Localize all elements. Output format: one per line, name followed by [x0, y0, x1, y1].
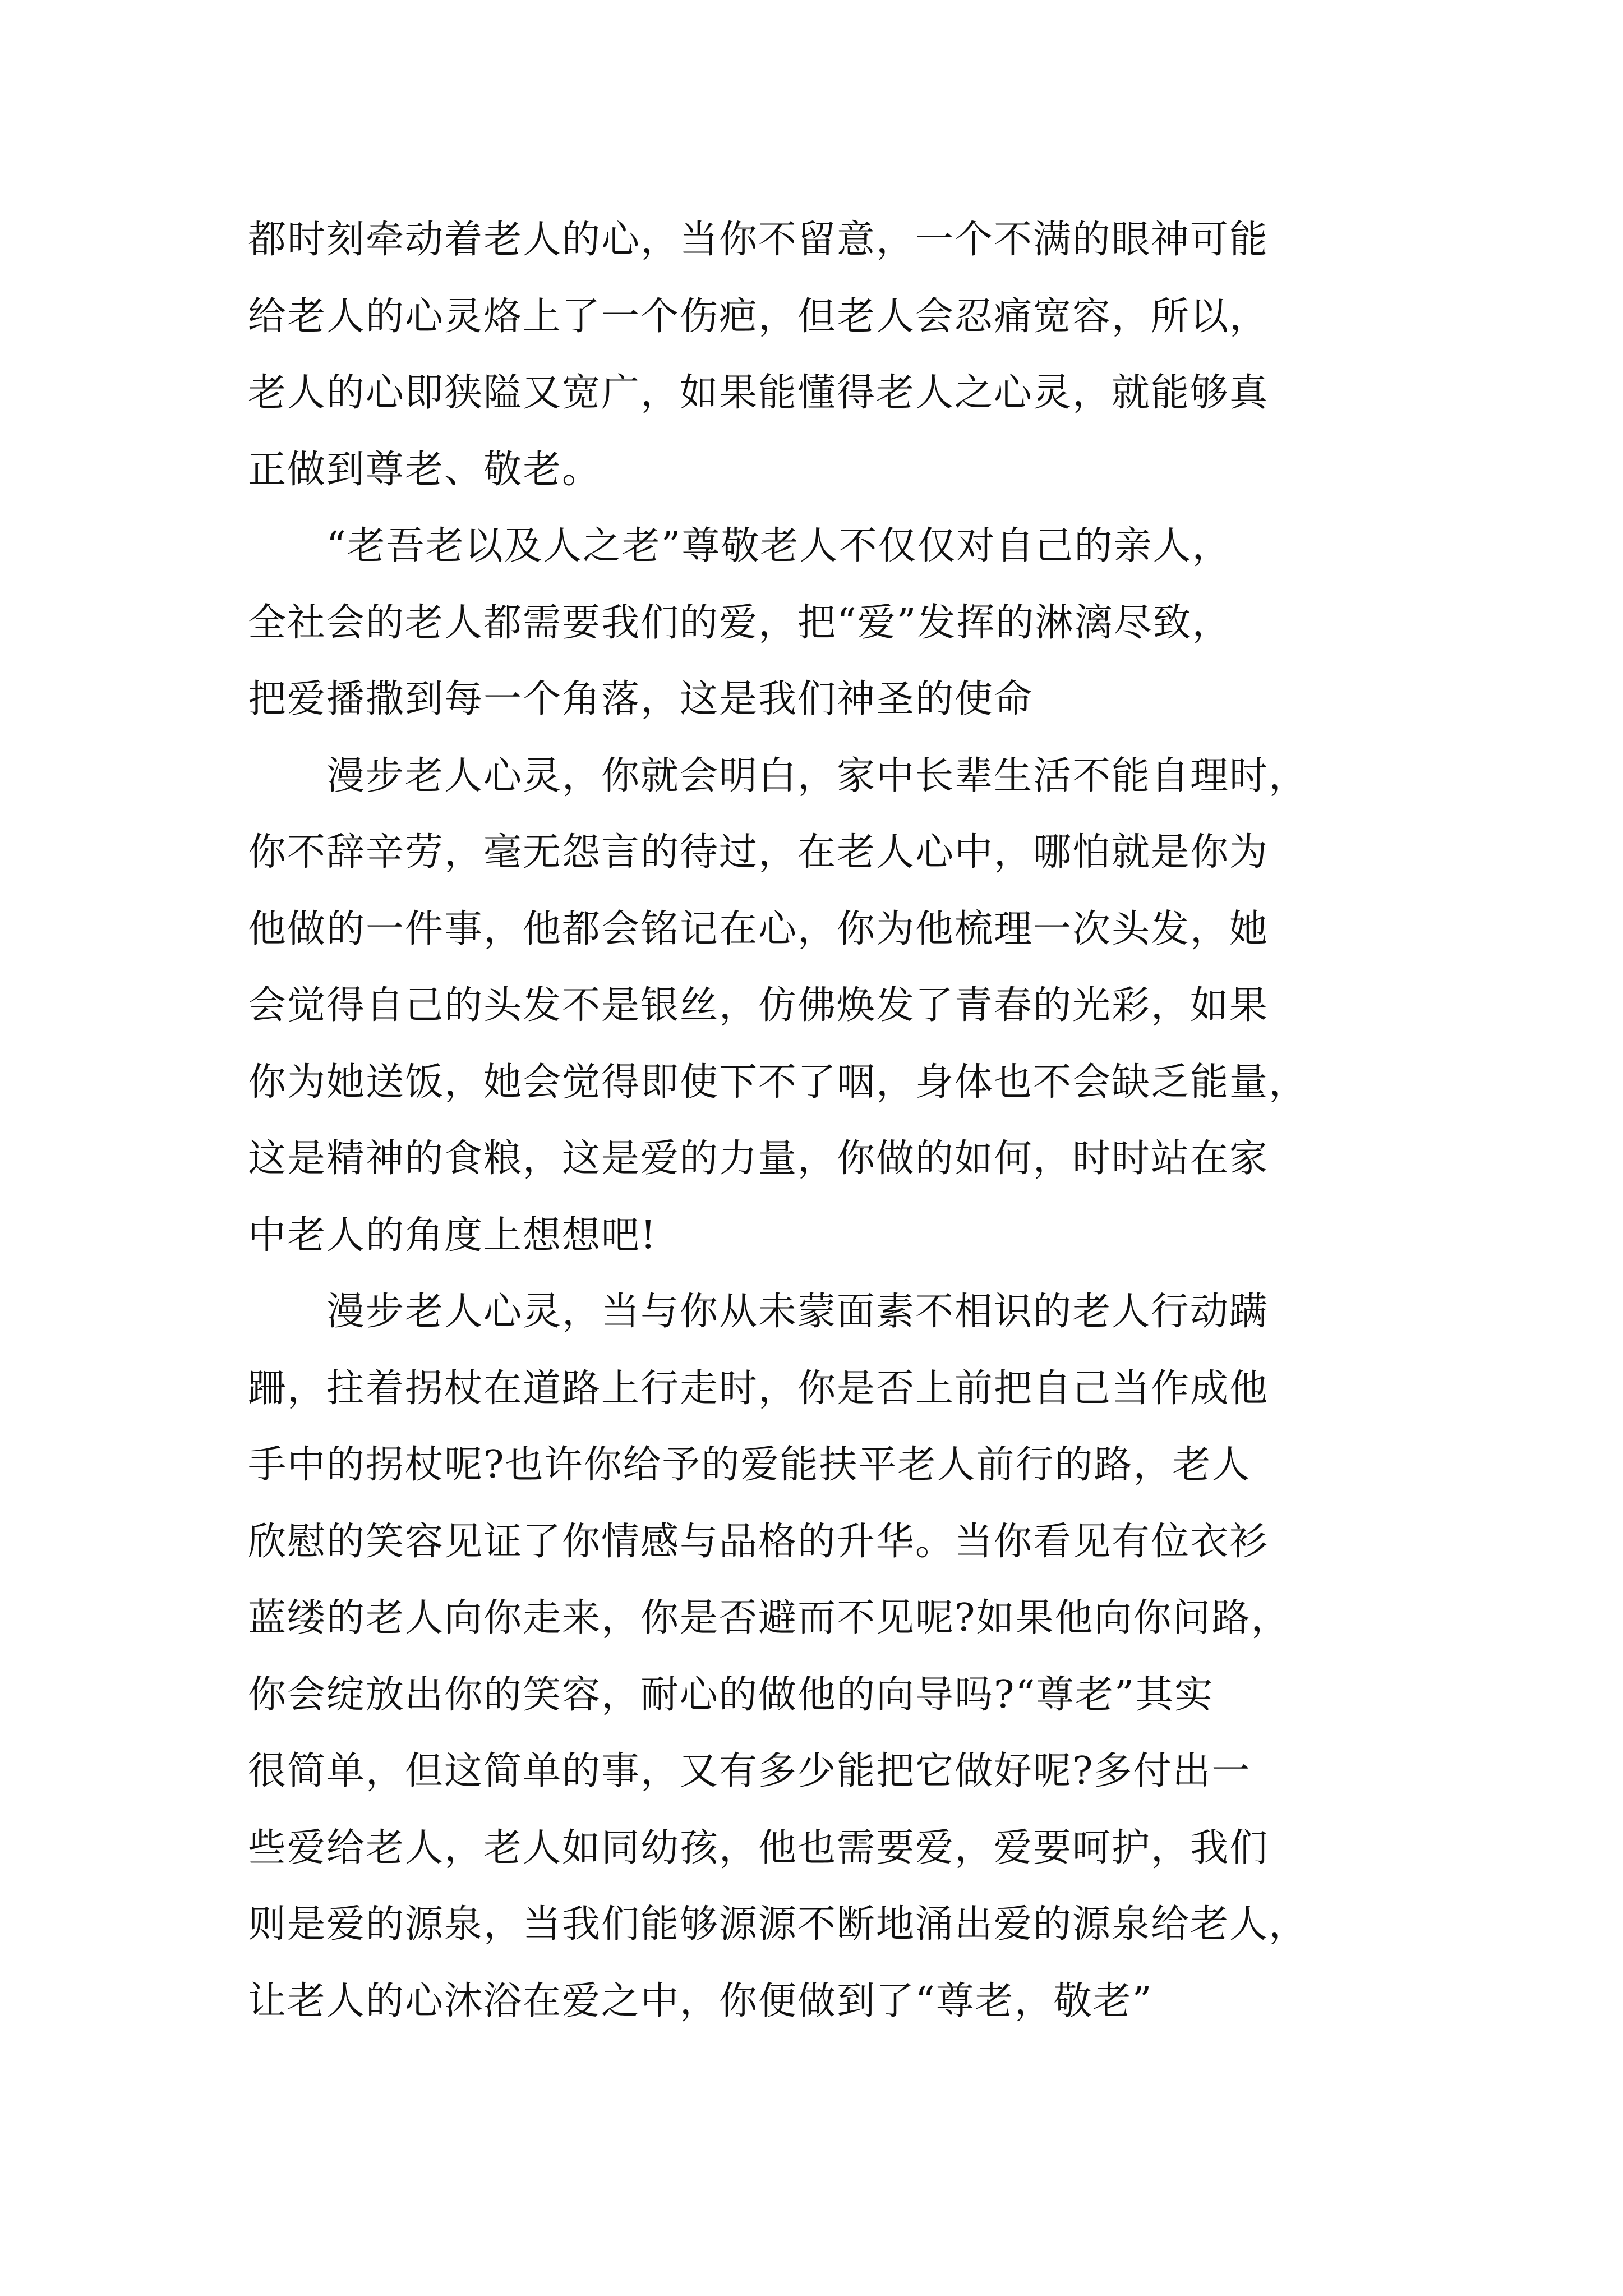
text-line: 欣慰的笑容见证了你情感与品格的升华。当你看见有位衣衫 [248, 1519, 1269, 1564]
text-line: 你为她送饭，她会觉得即使下不了咽，身体也不会缺乏能量， [248, 1060, 1308, 1105]
text-line: 你会绽放出你的笑容，耐心的做他的向导吗?“尊老”其实 [248, 1672, 1214, 1717]
text-line: 给老人的心灵烙上了一个伤疤，但老人会忍痛宽容，所以， [248, 294, 1269, 339]
text-line: 都时刻牵动着老人的心，当你不留意，一个不满的眼神可能 [248, 218, 1269, 262]
text-line: 很简单，但这简单的事，又有多少能把它做好呢?多付出一 [248, 1749, 1251, 1793]
text-line: 些爱给老人，老人如同幼孩，他也需要爱，爱要呵护，我们 [248, 1825, 1269, 1870]
text-line: 会觉得自己的头发不是银丝，仿佛焕发了青春的光彩，如果 [248, 983, 1269, 1028]
text-line: “老吾老以及人之老”尊敬老人不仅仅对自己的亲人， [248, 524, 1232, 568]
text-line: 把爱播撒到每一个角落，这是我们神圣的使命 [248, 677, 1034, 721]
text-line: 老人的心即狭隘又宽广，如果能懂得老人之心灵，就能够真 [248, 371, 1269, 415]
document-body [248, 202, 1392, 2040]
text-line: 跚，拄着拐杖在道路上行走时，你是否上前把自己当作成他 [248, 1366, 1269, 1411]
text-line: 正做到尊老、敬老。 [248, 447, 602, 492]
text-line: 则是爱的源泉，当我们能够源源不断地涌出爱的源泉给老人， [248, 1902, 1308, 1947]
text-line: 全社会的老人都需要我们的爱，把“爱”发挥的淋漓尽致， [248, 600, 1232, 645]
text-line: 让老人的心沐浴在爱之中，你便做到了“尊老，敬老” [248, 1978, 1153, 2023]
text-line: 这是精神的食粮，这是爱的力量，你做的如何，时时站在家 [248, 1137, 1269, 1181]
text-line: 手中的拐杖呢?也许你给予的爱能扶平老人前行的路，老人 [248, 1443, 1251, 1487]
text-line: 你不辞辛劳，毫无怨言的待过，在老人心中，哪怕就是你为 [248, 830, 1269, 875]
text-line: 蓝缕的老人向你走来，你是否避而不见呢?如果他向你问路， [248, 1596, 1290, 1640]
text-line: 漫步老人心灵，你就会明白，家中长辈生活不能自理时， [248, 753, 1308, 798]
text-line: 漫步老人心灵，当与你从未蒙面素不相识的老人行动蹒 [248, 1290, 1269, 1334]
text-line: 他做的一件事，他都会铭记在心，你为他梳理一次头发，她 [248, 907, 1269, 951]
text-line: 中老人的角度上想想吧! [248, 1213, 657, 1258]
